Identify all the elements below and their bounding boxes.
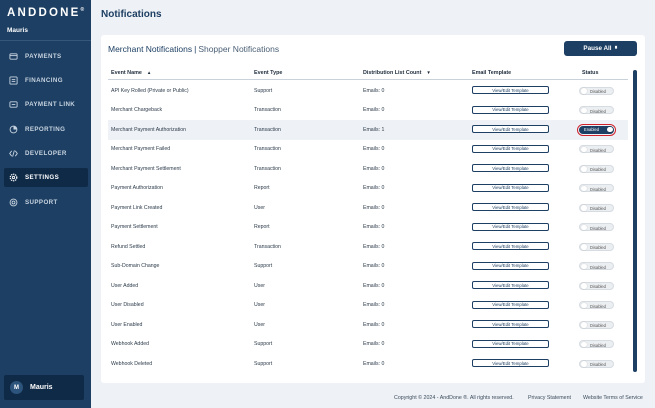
privacy-statement-link[interactable]: Privacy Statement [528, 395, 571, 401]
column-event-type[interactable]: Event Type [254, 70, 283, 76]
distribution-count: Emails: 0 [363, 341, 385, 347]
dropdown-arrow-icon: ▼ [426, 70, 431, 75]
toggle-knob [581, 361, 587, 367]
sidebar-item-settings[interactable] [4, 168, 88, 187]
view-edit-template-button[interactable]: View/Edit Template [472, 320, 549, 328]
avatar: M [10, 381, 23, 394]
view-edit-template-button[interactable]: View/Edit Template [472, 281, 549, 289]
distribution-count: Emails: 0 [363, 321, 385, 328]
status-toggle[interactable] [579, 106, 614, 114]
toggle-knob [607, 127, 613, 133]
view-edit-template-button[interactable]: View/Edit Template [472, 359, 549, 367]
toggle-knob [581, 88, 587, 94]
event-name: Payment Authorization [111, 185, 163, 191]
status-label: Disabled [590, 225, 606, 231]
financing-icon [9, 76, 18, 85]
view-edit-template-button[interactable]: View/Edit Template [472, 164, 549, 172]
toggle-knob [581, 283, 587, 289]
event-type: Report [254, 224, 270, 230]
user-menu[interactable] [4, 375, 84, 400]
event-type: Transaction [254, 165, 281, 172]
pause-all-label: Pause All [583, 45, 612, 52]
payments-icon [9, 52, 18, 61]
column-event-name[interactable] [111, 70, 151, 76]
status-label: Disabled [590, 89, 606, 95]
sidebar-item-label: PAYMENTS [25, 52, 62, 60]
event-name: Merchant Chargeback [111, 107, 163, 113]
status-label: Enabled [584, 127, 600, 133]
table-row [108, 276, 628, 296]
status-toggle[interactable] [579, 360, 614, 368]
status-label: Disabled [590, 186, 606, 192]
table-row [108, 237, 628, 257]
view-edit-template-button[interactable]: View/Edit Template [472, 125, 549, 133]
status-toggle[interactable] [579, 87, 614, 95]
event-type: User [254, 204, 265, 211]
pause-all-button[interactable] [564, 41, 637, 56]
reporting-icon [9, 125, 18, 134]
pause-icon: ⏸ [614, 45, 618, 51]
sidebar-nav [4, 47, 88, 217]
event-type: User [254, 321, 265, 328]
sidebar-item-label: SUPPORT [25, 198, 58, 206]
status-toggle[interactable] [579, 145, 614, 153]
status-toggle[interactable] [579, 340, 614, 348]
toggle-knob [581, 264, 587, 270]
notification-tabs [108, 44, 279, 54]
view-edit-template-button[interactable]: View/Edit Template [472, 262, 549, 270]
event-type: Transaction [254, 243, 281, 250]
status-label: Disabled [590, 284, 606, 290]
view-edit-template-button[interactable]: View/Edit Template [472, 106, 549, 114]
event-name: API Key Rolled (Private or Public) [111, 87, 189, 94]
toggle-knob [581, 342, 587, 348]
view-edit-template-button[interactable]: View/Edit Template [472, 242, 549, 250]
sort-ascending-icon: ▲ [146, 70, 152, 75]
table-row [108, 257, 628, 277]
distribution-count: Emails: 0 [363, 360, 385, 367]
toggle-knob [581, 147, 587, 153]
table-scrollbar[interactable] [633, 70, 637, 372]
gear-icon [9, 173, 18, 182]
table-row [108, 140, 628, 160]
distribution-count: Emails: 0 [363, 107, 385, 113]
logo-registered-mark: ® [80, 7, 85, 13]
toggle-knob [581, 205, 587, 211]
notifications-card [101, 35, 645, 383]
support-icon [9, 198, 18, 207]
payment-link-icon [9, 100, 18, 109]
event-name: Merchant Payment Authorization [111, 126, 186, 133]
status-label: Disabled [590, 147, 606, 153]
sidebar-item-reporting[interactable] [4, 120, 88, 139]
status-label: Disabled [590, 206, 606, 212]
sidebar-item-label: PAYMENT LINK [25, 101, 76, 109]
notifications-table-body [108, 81, 628, 374]
status-label: Disabled [590, 303, 606, 309]
table-row [108, 198, 628, 218]
column-status: Status [582, 70, 599, 76]
event-type: Transaction [254, 146, 281, 152]
sidebar-item-support[interactable] [4, 193, 88, 212]
sidebar-item-payments[interactable] [4, 47, 88, 66]
tab-merchant-notifications[interactable]: Merchant Notifications [108, 44, 193, 54]
sidebar-item-financing[interactable] [4, 71, 88, 90]
sidebar-item-developer[interactable] [4, 144, 88, 163]
status-toggle[interactable] [579, 243, 614, 251]
event-type: Transaction [254, 126, 281, 133]
toggle-knob [581, 322, 587, 328]
column-distribution-label: Distribution List Count [363, 70, 422, 76]
event-type: Support [254, 360, 273, 367]
toggle-knob [581, 303, 587, 309]
table-row [108, 159, 628, 179]
status-label: Disabled [590, 362, 606, 368]
logo-text: ANDDONE [7, 7, 81, 19]
event-name: Refund Settled [111, 243, 146, 250]
table-row [108, 315, 628, 335]
distribution-count: Emails: 0 [363, 263, 385, 269]
event-name: User Disabled [111, 302, 144, 308]
status-toggle[interactable] [579, 321, 614, 329]
footer-copyright: Copyright © 2024 - AndDone ®. All rights reserved. [394, 395, 514, 401]
column-distribution-count[interactable] [363, 70, 431, 76]
distribution-count: Emails: 0 [363, 165, 385, 172]
distribution-count: Emails: 0 [363, 282, 385, 289]
sidebar-item-label: FINANCING [25, 77, 63, 85]
status-label: Disabled [590, 342, 606, 348]
anddone-logo[interactable] [7, 7, 84, 19]
event-name: User Enabled [111, 321, 143, 328]
column-event-name-label: Event Name [111, 70, 142, 76]
status-toggle[interactable] [579, 165, 614, 173]
toggle-knob [581, 244, 587, 250]
distribution-count: Emails: 0 [363, 302, 385, 308]
table-row [108, 101, 628, 121]
table-row [108, 218, 628, 238]
status-label: Disabled [590, 323, 606, 329]
status-label: Disabled [590, 264, 606, 270]
sidebar [0, 0, 91, 408]
table-row [108, 120, 628, 140]
view-edit-template-button[interactable]: View/Edit Template [472, 203, 549, 211]
event-type: Support [254, 87, 273, 94]
sidebar-divider [0, 40, 91, 41]
event-name: Merchant Payment Settlement [111, 165, 181, 172]
distribution-count: Emails: 0 [363, 87, 385, 94]
status-label: Disabled [590, 245, 606, 251]
status-label: Disabled [590, 167, 606, 173]
view-edit-template-button[interactable]: View/Edit Template [472, 340, 549, 348]
event-name: User Added [111, 282, 139, 289]
table-row [108, 354, 628, 374]
page-title: Notifications [101, 9, 162, 20]
toggle-knob [581, 166, 587, 172]
scrollbar-thumb[interactable] [633, 70, 637, 372]
event-type: User [254, 302, 265, 308]
event-name: Webhook Deleted [111, 360, 153, 367]
event-type: Support [254, 341, 273, 347]
distribution-count: Emails: 1 [363, 126, 385, 133]
column-email-template: Email Template [472, 70, 512, 76]
view-edit-template-button[interactable]: View/Edit Template [472, 86, 549, 94]
distribution-count: Emails: 0 [363, 146, 385, 152]
status-toggle[interactable] [579, 262, 614, 270]
table-row [108, 335, 628, 355]
toggle-knob [581, 186, 587, 192]
event-type: Transaction [254, 107, 281, 113]
event-name: Webhook Added [111, 341, 149, 347]
event-name: Sub-Domain Change [111, 263, 160, 269]
distribution-count: Emails: 0 [363, 224, 385, 230]
sidebar-item-payment-link[interactable] [4, 96, 88, 115]
toggle-knob [581, 225, 587, 231]
status-toggle[interactable] [579, 204, 614, 212]
event-name: Payment Settlement [111, 224, 158, 230]
event-name: Merchant Payment Failed [111, 146, 171, 152]
event-type: Report [254, 185, 270, 191]
distribution-count: Emails: 0 [363, 185, 385, 191]
event-type: Support [254, 263, 273, 269]
account-name: Mauris [7, 27, 28, 34]
sidebar-item-label: DEVELOPER [25, 149, 67, 157]
toggle-knob [581, 108, 587, 114]
developer-icon [9, 149, 18, 158]
user-name: Mauris [30, 384, 53, 391]
event-type: User [254, 282, 265, 289]
status-toggle[interactable] [579, 301, 614, 309]
status-toggle[interactable] [579, 223, 614, 231]
status-toggle[interactable] [579, 126, 614, 134]
distribution-count: Emails: 0 [363, 204, 385, 211]
table-row [108, 179, 628, 199]
event-name: Payment Link Created [111, 204, 163, 211]
status-label: Disabled [590, 108, 606, 114]
status-toggle[interactable] [579, 282, 614, 290]
table-row [108, 296, 628, 316]
terms-of-service-link[interactable]: Website Terms of Service [583, 395, 643, 401]
sidebar-item-label: SETTINGS [25, 174, 60, 182]
sidebar-item-label: REPORTING [25, 125, 66, 133]
status-toggle[interactable] [579, 184, 614, 192]
distribution-count: Emails: 0 [363, 243, 385, 250]
table-header [108, 68, 628, 80]
tab-separator: | [194, 44, 197, 54]
view-edit-template-button[interactable]: View/Edit Template [472, 145, 549, 153]
view-edit-template-button[interactable]: View/Edit Template [472, 184, 549, 192]
view-edit-template-button[interactable]: View/Edit Template [472, 301, 549, 309]
table-row [108, 81, 628, 101]
view-edit-template-button[interactable]: View/Edit Template [472, 223, 549, 231]
tab-shopper-notifications[interactable]: Shopper Notifications [198, 44, 280, 54]
